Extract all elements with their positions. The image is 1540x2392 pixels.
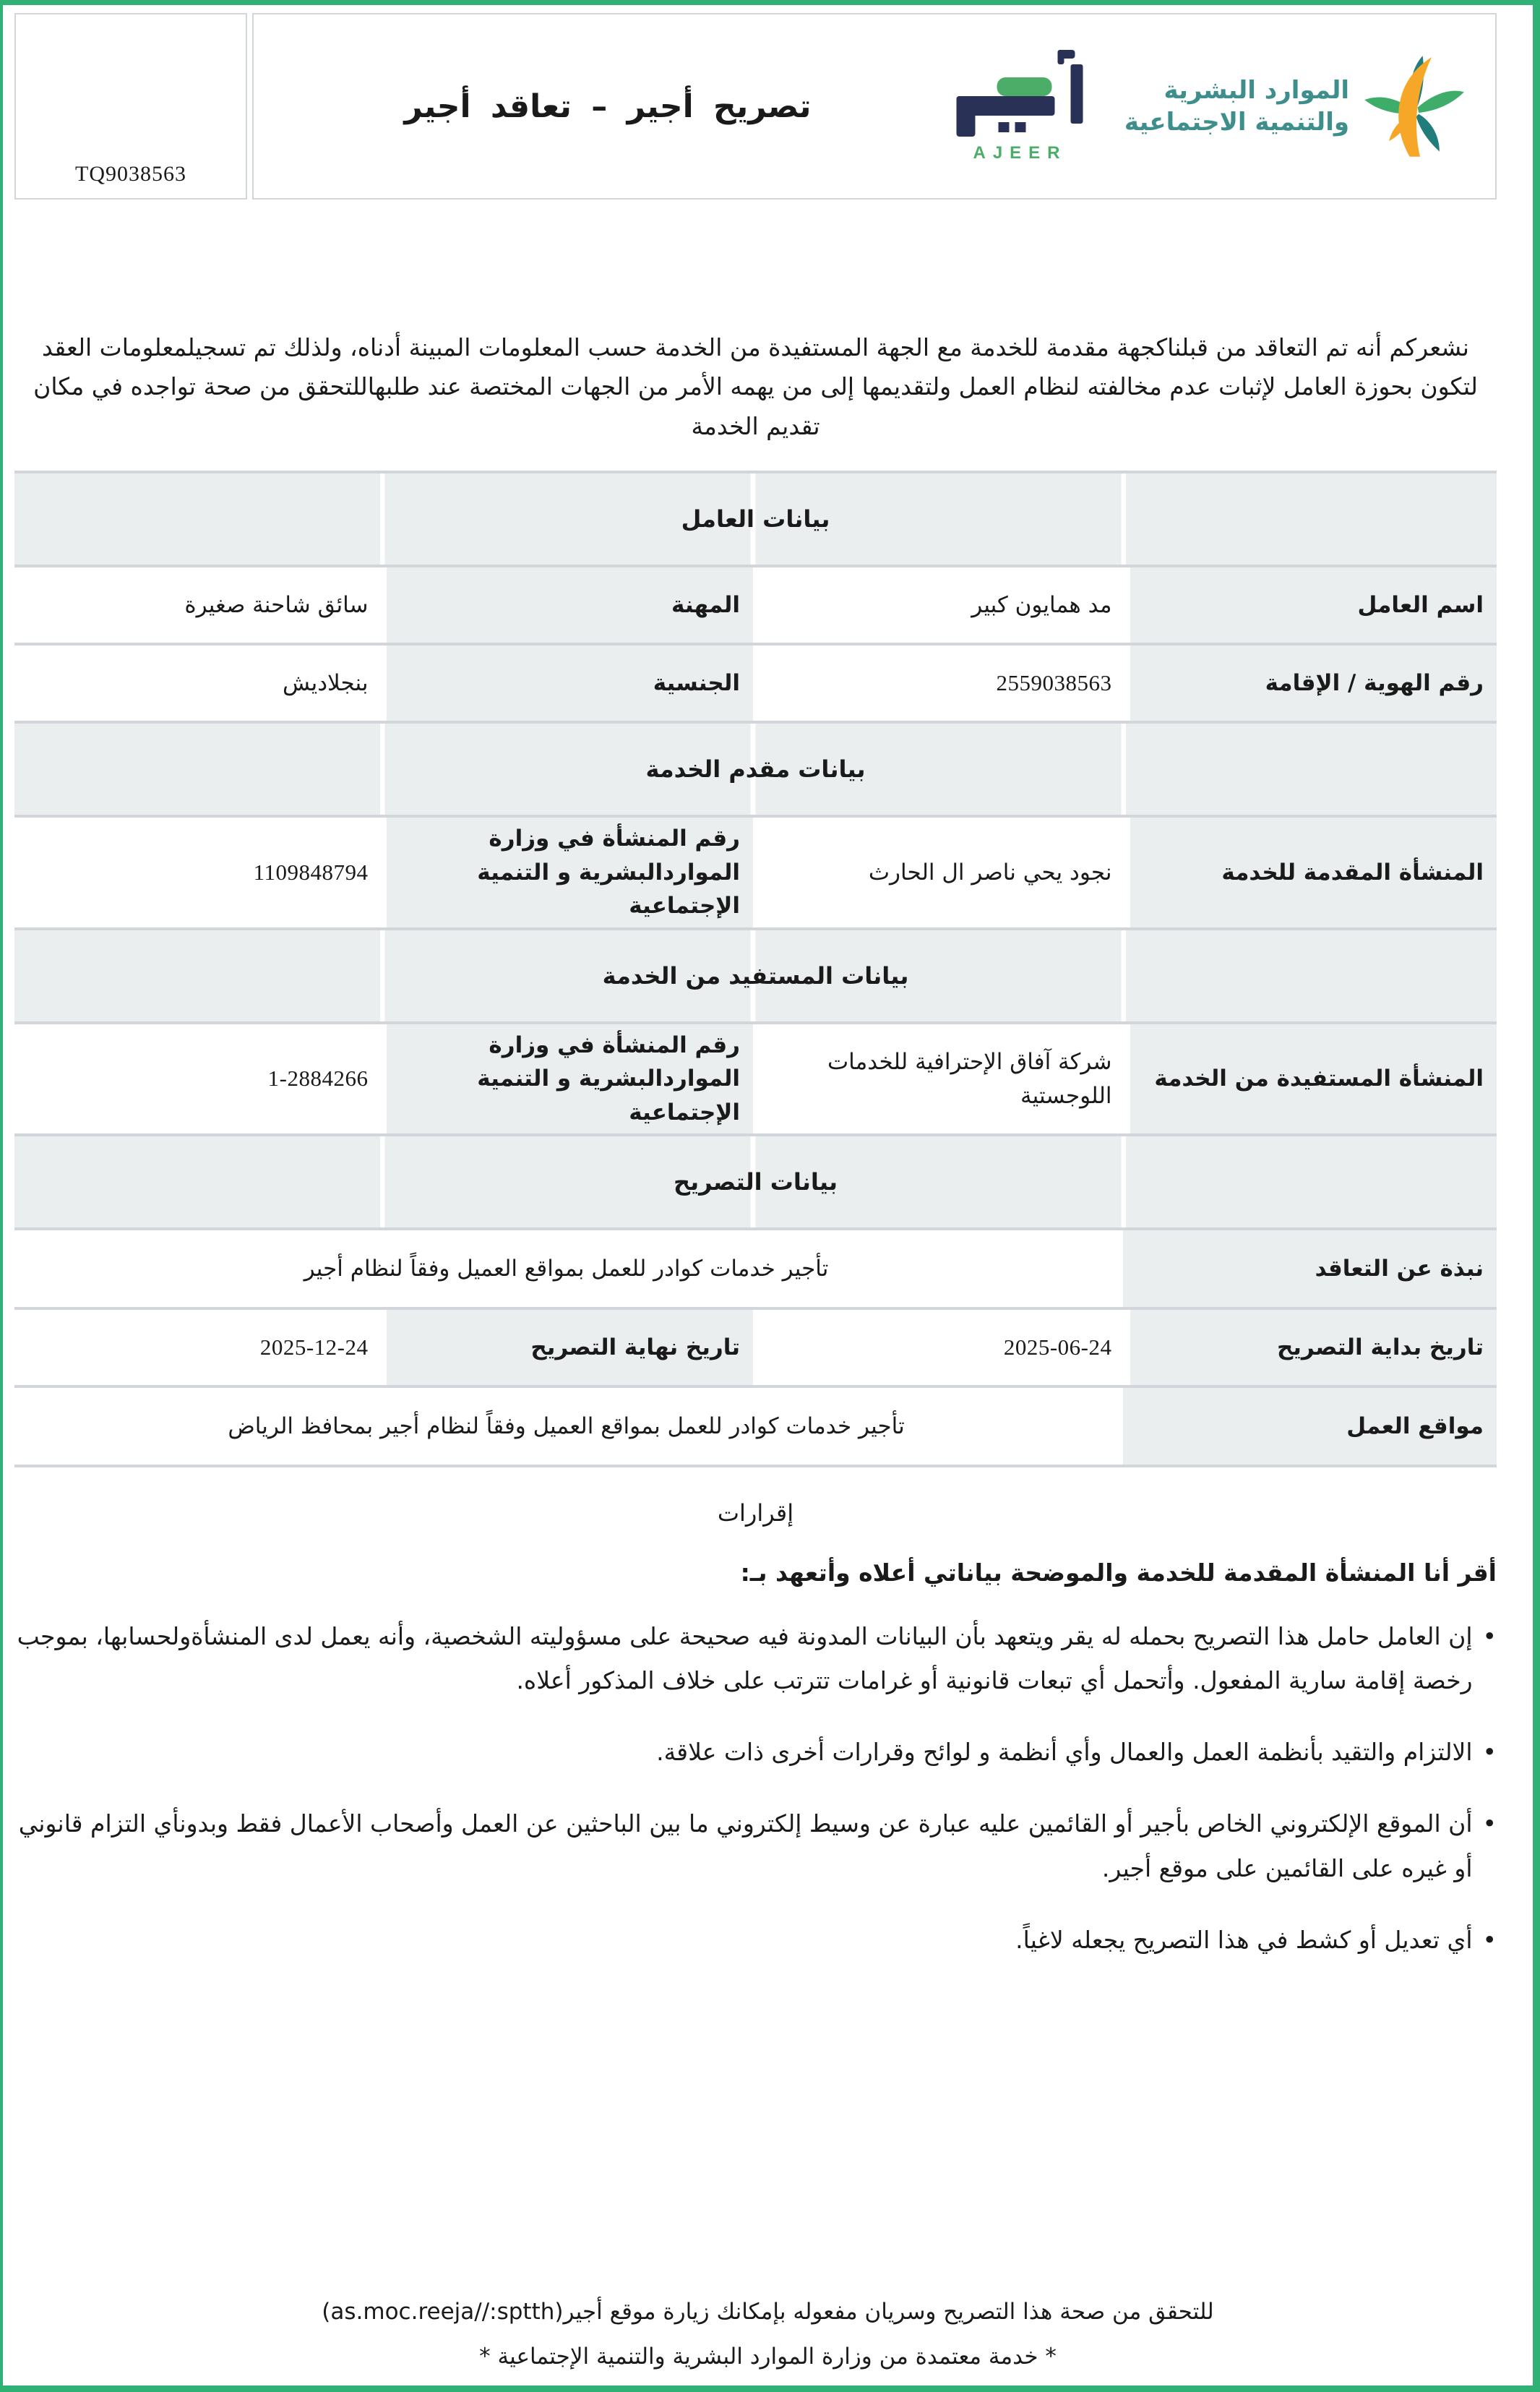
declaration-text: أي تعديل أو كشط في هذا التصريح يجعله لاغياً.: [1015, 1925, 1473, 1954]
table-row: [14, 1227, 1497, 1307]
bullet-icon: •: [1482, 1738, 1497, 1767]
field-value: تأجير خدمات كوادر للعمل بمواقع العميل وفقاً لنظام أجير بمحافظ الرياض: [14, 1388, 1118, 1465]
field-label: اسم العامل: [1130, 567, 1497, 643]
bullet-icon: •: [1482, 1925, 1497, 1954]
ministry-logo: [1124, 51, 1469, 161]
ministry-palm-icon: [1359, 51, 1469, 161]
field-value: مد همايون كبير: [758, 567, 1125, 643]
permit-number-box: [14, 13, 247, 200]
field-label: نبذة عن التعاقد: [1123, 1230, 1497, 1307]
bullet-icon: •: [1482, 1622, 1497, 1651]
document-content: [14, 13, 1497, 1962]
field-value: تأجير خدمات كوادر للعمل بمواقع العميل وفقاً لنظام أجير: [14, 1230, 1118, 1307]
footer-approval-line: * خدمة معتمدة من وزارة الموارد البشرية والتنمية الإجتماعية *: [479, 2344, 1057, 2370]
ajeer-latin-label: AJEER: [973, 143, 1067, 163]
declaration-text: أن الموقع الإلكتروني الخاص بأجير أو القائمين عليه عبارة عن وسيط إلكتروني ما بين الباحثين عن العمل وأصحاب الأعمال فقط وبدونأي التزام قانوني أو غيره على القائمين على موقع أجير.: [18, 1809, 1473, 1882]
table-row: [14, 1307, 1497, 1385]
declaration-item: [14, 1918, 1497, 1962]
table-row: [14, 1385, 1497, 1465]
header: [14, 13, 1497, 200]
ministry-name-line2: والتنمية الاجتماعية: [1124, 108, 1349, 137]
table-row: [14, 565, 1497, 643]
intro-paragraph: نشعركم أنه تم التعاقد من قبلناكجهة مقدمة للخدمة مع الجهة المستفيدة من الخدمة حسب المعلومات المبينة أدناه، ولذلك تم تسجيلمعلومات العقد لتكون بحوزة العامل لإثبات عدم مخالفته لنظام العمل ولتقديمها إلى من يهمه الأمر من الجهات المختصة عند طلبهاللتحقق من صحة تواجده في مكان تقديم الخدمة: [33, 333, 1478, 440]
section-header: بيانات مقدم الخدمة: [14, 721, 1497, 815]
header-main-box: [252, 13, 1497, 200]
ministry-name-line1: الموارد البشرية: [1163, 75, 1349, 105]
declarations-list: [14, 1614, 1497, 1961]
field-value: شركة آفاق الإحترافية للخدمات اللوجستية: [758, 1024, 1125, 1134]
title-area: [268, 88, 947, 125]
table-row: [14, 815, 1497, 927]
field-label: تاريخ بداية التصريح: [1130, 1310, 1497, 1385]
field-label: المنشأة المقدمة للخدمة: [1130, 818, 1497, 927]
table-row: [14, 643, 1497, 721]
field-value: 2025-12-24: [14, 1310, 382, 1385]
declaration-item: [14, 1730, 1497, 1774]
field-label: المهنة: [387, 567, 754, 643]
field-label: المنشأة المستفيدة من الخدمة: [1130, 1024, 1497, 1134]
ministry-name: [1124, 74, 1349, 138]
section-header: بيانات التصريح: [14, 1133, 1497, 1227]
declaration-item: [14, 1614, 1497, 1702]
section-header: بيانات المستفيد من الخدمة: [14, 927, 1497, 1021]
field-value: 2559038563: [758, 646, 1125, 721]
declarations-heading: إقرارات: [717, 1499, 794, 1527]
permit-number: TQ9038563: [75, 162, 186, 186]
table-row: [14, 1021, 1497, 1134]
bullet-icon: •: [1482, 1809, 1497, 1838]
footer-verification-line: للتحقق من صحة هذا التصريح وسريان مفعوله بإمكانك زيارة موقع أجير(as.moc.reeja//:sptth): [322, 2299, 1214, 2325]
declarations-intro: أقر أنا المنشأة المقدمة للخدمة والموضحة بياناتي أعلاه وأتعهد بـ:: [740, 1559, 1497, 1587]
ajeer-logo-icon: [947, 48, 1096, 164]
field-label: مواقع العمل: [1123, 1388, 1497, 1465]
declaration-text: إن العامل حامل هذا التصريح بحمله له يقر ويتعهد بأن البيانات المدونة فيه صحيحة على مسؤوليته الشخصية، وأنه يعمل لدى المنشأةولحسابها، بموجب رخصة إقامة سارية المفعول. وأتحمل أي تبعات قانونية أو غرامات تترتب على خلاف المذكور أعلاه.: [17, 1622, 1473, 1695]
field-value: نجود يحي ناصر ال الحارث: [758, 818, 1125, 927]
declaration-item: [14, 1801, 1497, 1890]
footer: [3, 2299, 1533, 2370]
declaration-text: الالتزام والتقيد بأنظمة العمل والعمال وأي أنظمة و لوائح وقرارات أخرى ذات علاقة.: [656, 1738, 1473, 1767]
field-value: سائق شاحنة صغيرة: [14, 567, 382, 643]
permit-data-table: [14, 471, 1497, 1467]
field-value: 1-2884266: [14, 1024, 382, 1134]
field-label: رقم المنشأة في وزارة المواردالبشرية و التنمية الإجتماعية: [387, 818, 754, 927]
section-header: بيانات العامل: [14, 473, 1497, 565]
ajeer-logo: [947, 48, 1096, 164]
field-value: بنجلاديش: [14, 646, 382, 721]
field-value: 1109848794: [14, 818, 382, 927]
field-label: رقم المنشأة في وزارة المواردالبشرية و التنمية الإجتماعية: [387, 1024, 754, 1134]
field-value: 2025-06-24: [758, 1310, 1125, 1385]
field-label: تاريخ نهاية التصريح: [387, 1310, 754, 1385]
page-title: تصريح أجير – تعاقد أجير: [404, 87, 812, 125]
field-label: الجنسية: [387, 646, 754, 721]
field-label: رقم الهوية / الإقامة: [1130, 646, 1497, 721]
